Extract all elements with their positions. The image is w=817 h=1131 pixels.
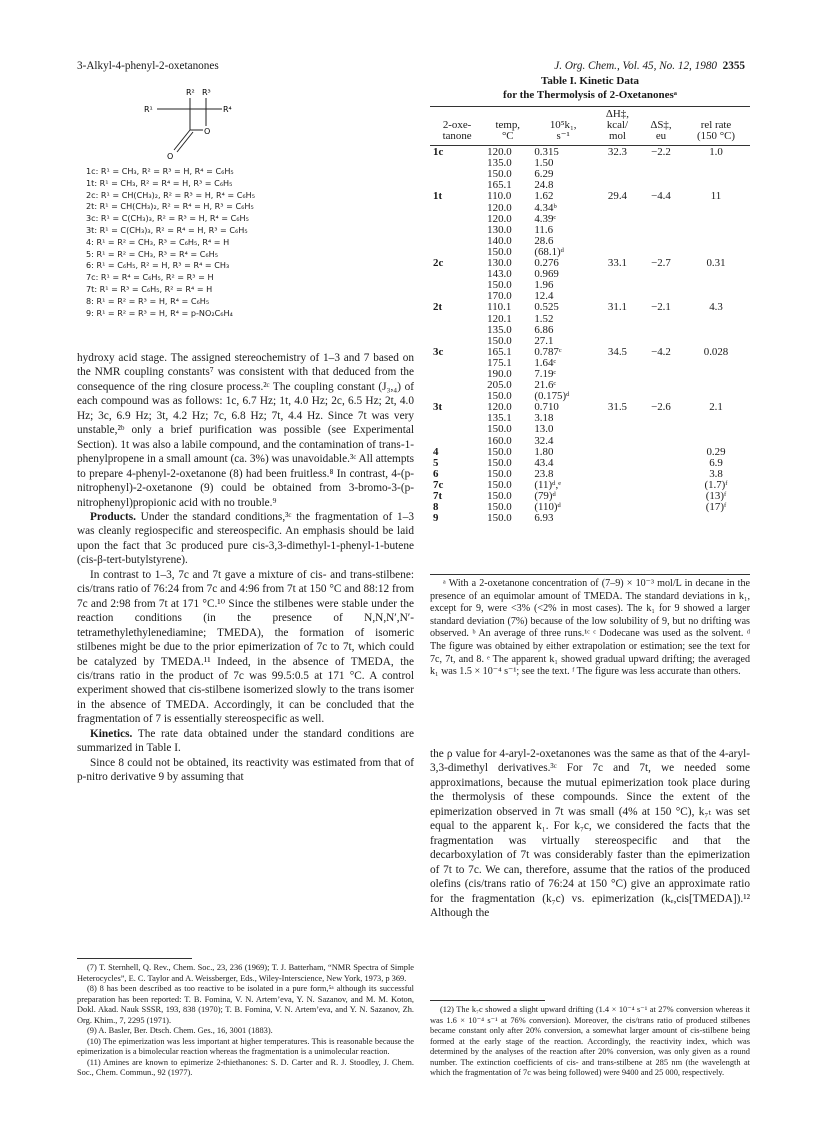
table-bottom-rule [430,574,750,575]
compound-cell: 7c [433,478,444,491]
compound-cell: 6 [433,467,439,480]
temp-cell: 150.0 [487,390,512,403]
kinetic-data-table [430,109,750,524]
rel-rate-cell [682,169,750,180]
compound-def: 7t: R¹ = R³ = C₆H₅, R² = R⁴ = H [86,283,213,294]
compound-def: 3c: R¹ = C(CH₃)₃, R² = R³ = H, R⁴ = C₆H₅ [86,213,249,224]
compound-cell [430,314,484,325]
enthalpy-cell [595,424,640,435]
rel-rate-cell: (17)ᶠ [705,501,727,514]
entropy-cell [640,469,682,480]
carbonyl-oxygen-label: O [167,152,174,161]
rate-constant-cell: 0.525 [534,301,559,314]
entropy-cell [640,491,682,502]
rate-constant-cell: 6.29 [534,168,554,181]
enthalpy-cell [595,214,640,225]
table-row [430,225,750,236]
table-row [430,502,750,513]
temp-cell: 165.1 [487,345,512,358]
enthalpy-cell: 31.5 [607,401,627,414]
entropy-cell: −2.6 [651,401,671,414]
compound-cell [430,225,484,236]
temp-cell: 120.0 [487,201,512,214]
table-row [430,402,750,413]
rel-rate-cell [682,436,750,447]
table-header-row [430,109,750,145]
compound-cell [430,358,484,369]
table-row [430,424,750,435]
footnote: (8) 8 has been described as too reactive to be isolated in a pure form,⁵ᵃ although its successful preparation has been reported: T. B. Fomina, V. N. Artem’eva, Y. N. Sazanov, and M. M. Koton, Dokl. Akad. Nauk SSSR, 193, 838 (1970); T. B. Fomina, V. N. Artem’eva, and Y. N. Sazanov, Zh. Org. Khim., 7, 2295 (1971). [77,984,414,1025]
compound-cell: 2c [433,257,444,270]
temp-cell: 135.1 [487,412,512,425]
enthalpy-cell [595,203,640,214]
table-row [430,247,750,258]
rel-rate-cell: 2.1 [709,401,723,414]
table-row [430,214,750,225]
table-row [430,147,750,158]
entropy-cell [640,225,682,236]
entropy-cell [640,236,682,247]
entropy-cell [640,158,682,169]
entropy-cell [640,480,682,491]
temp-cell: 120.0 [487,401,512,414]
enthalpy-cell: 33.1 [607,257,627,270]
temp-cell: 120.0 [487,212,512,225]
rate-constant-cell: 43.4 [534,456,554,469]
rate-constant-cell: 7.19ᶜ [534,367,557,380]
enthalpy-cell [595,280,640,291]
compound-cell [430,214,484,225]
temp-cell: 140.0 [487,234,512,247]
table-row [430,191,750,202]
paragraph-products: Products. Under the standard conditions,³ᶜ the fragmentation of 1–3 was cleanly regiospecific and stereospecific. An emphasis should be laid upon the fact that 3c produced pure cis-3,3-dimethyl-1-phenyl-1-butene (cis-β-tert-butylstyrene). [77,510,414,567]
compound-cell: 7t [433,490,443,503]
entropy-cell [640,436,682,447]
entropy-cell [640,424,682,435]
table-row [430,458,750,469]
table-row [430,158,750,169]
rel-rate-cell: 0.028 [703,345,729,358]
rate-constant-cell: (0.175)ᵈ [534,390,570,403]
rate-constant-cell: 6.86 [534,323,554,336]
compound-cell [430,169,484,180]
rate-constant-cell: 1.50 [534,157,554,170]
temp-cell: 150.0 [487,478,512,491]
temp-cell: 150.0 [487,467,512,480]
rate-constant-cell: 27.1 [534,334,554,347]
enthalpy-cell [595,380,640,391]
temp-cell: 150.0 [487,168,512,181]
rate-constant-cell: 13.0 [534,423,554,436]
column-header: 2-oxe- tanone [442,119,472,143]
compound-def: 5: R¹ = R² = CH₃, R³ = R⁴ = C₆H₅ [86,248,218,259]
compound-def: 8: R¹ = R² = R³ = H, R⁴ = C₆H₅ [86,295,210,306]
entropy-cell [640,502,682,513]
enthalpy-cell: 32.3 [607,146,627,159]
temp-cell: 150.0 [487,423,512,436]
enthalpy-cell [595,513,640,524]
rate-constant-cell: 0.969 [534,268,559,281]
rate-constant-cell: 1.96 [534,279,554,292]
compound-cell: 3t [433,401,443,414]
temp-cell: 135.0 [487,157,512,170]
rel-rate-cell [682,203,750,214]
enthalpy-cell [595,413,640,424]
temp-cell: 165.1 [487,179,512,192]
rate-constant-cell: 6.93 [534,512,554,525]
temp-cell: 143.0 [487,268,512,281]
enthalpy-cell [595,369,640,380]
rel-rate-cell [682,513,750,524]
rate-constant-cell: 1.62 [534,190,554,203]
table-row [430,280,750,291]
rel-rate-cell [682,380,750,391]
enthalpy-cell [595,325,640,336]
entropy-cell [640,513,682,524]
rel-rate-cell: 0.29 [706,445,726,458]
compound-cell [430,380,484,391]
entropy-cell [640,447,682,458]
compound-def: 4: R¹ = R² = CH₃, R³ = C₆H₅, R⁴ = H [86,236,230,247]
table-row [430,413,750,424]
rate-constant-cell: 28.6 [534,234,554,247]
left-column-body [77,351,414,785]
entropy-cell: −4.2 [651,345,671,358]
temp-cell: 130.0 [487,257,512,270]
rate-constant-cell: 3.18 [534,412,554,425]
compound-cell [430,369,484,380]
footnote: (10) The epimerization was less important at higher temperatures. This is reasonable because the epimerization is a bimolecular reaction whereas the fragmentation is a unimolecular reaction. [77,1036,414,1056]
compound-def: 3t: R¹ = C(CH₃)₃, R² = R⁴ = H, R³ = C₆H₅ [86,224,248,235]
table-row [430,391,750,402]
rel-rate-cell: (1.7)ᶠ [704,478,728,491]
compound-def: 2c: R¹ = CH(CH₃)₂, R² = R³ = H, R⁴ = C₆H₅ [86,189,255,200]
enthalpy-cell [595,314,640,325]
entropy-cell [640,380,682,391]
rel-rate-cell [682,158,750,169]
compound-cell: 3c [433,345,444,358]
rate-constant-cell: (68.1)ᵈ [534,245,565,258]
ring-bonds [157,98,222,152]
temp-cell: 175.1 [487,356,512,369]
rate-constant-cell: 0.315 [534,146,559,159]
entropy-cell [640,203,682,214]
rate-constant-cell: (110)ᵈ [534,501,561,514]
enthalpy-cell [595,458,640,469]
enthalpy-cell [595,469,640,480]
temp-cell: 130.0 [487,223,512,236]
column-header: rel rate (150 °C) [697,119,735,143]
compound-cell [430,325,484,336]
journal-citation [554,60,745,72]
compound-cell [430,436,484,447]
compound-cell [430,269,484,280]
paragraph: the ρ value for 4-aryl-2-oxetanones was the same as that of the 4-aryl-3,3-dimethyl derivatives.³ᶜ For 7c and 7t, we needed some approximations, because the mutual epimerization took place during the thermolysis of these compounds. Since the extent of the epimerization observed in 7t was small (4% at 150 °C), k₇ₜ was set equal to the apparent k₁. For k₇c, we considered the facts that the fragmentation was virtually stereospecific and that the decarboxylation of 7t was considerably faster than the epimerization of 7t to 7c. We can, therefore, assume that the ratios of the produced olefins (cis/trans ratio of 76:24 at 150 °C) give an approximate ratio for the fragmentation (k₇c) vs. epimerization (kₑ,cis[TMEDA]).¹² Although the [430,748,750,919]
ring-oxygen-label: O [204,127,211,136]
table-row [430,236,750,247]
rate-constant-cell: 23.8 [534,467,554,480]
entropy-cell [640,358,682,369]
table-row [430,469,750,480]
enthalpy-cell [595,436,640,447]
rel-rate-cell [682,325,750,336]
footnote: (12) The k₇c showed a slight upward drifting (1.4 × 10⁻⁴ s⁻¹ at 27% conversion whereas it was 1.6 × 10⁻⁴ s⁻¹ at 76% conversion). Moreover, the cis/trans ratio of produced stilbenes became constant only after 20% conversion, a somewhat larger amount of cis-stilbene being formed at the early stage of the reaction. Accordingly, the reactivity index, which was determined by the analyses of the reaction after 20% conversion, was only given as a round number. The extinction coefficients of cis- and trans-stilbene at 285 nm (the wavelength at which the fragmentation of 7c was being followed) were 9400 and 25 000, respectively. [430,1005,750,1077]
entropy-cell [640,369,682,380]
compound-cell: 1t [433,190,443,203]
compound-cell [430,413,484,424]
enthalpy-cell: 29.4 [607,190,627,203]
section-heading: Products. [90,510,136,523]
enthalpy-cell [595,447,640,458]
rel-rate-cell [682,369,750,380]
column-header: 10⁵k₁, s⁻¹ [549,119,577,143]
entropy-cell: −2.2 [651,146,671,159]
enthalpy-cell [595,236,640,247]
paragraph: hydroxy acid stage. The assigned stereochemistry of 1–3 and 7 based on the NMR coupling constants⁷ was consistent with that deduced from the consequence of the ring closure process.²ᶜ The coupling constant (J₃,₄) of each compound was as follows: 1c, 6.7 Hz; 1t, 4.0 Hz; 2c, 6.5 Hz; 2t, 4.0 Hz; 3c, 6.9 Hz; 3t, 4.2 Hz; 7c, 6.8 Hz; 7t, 4.4 Hz. Since 7t was very unstable,²ᵇ only a brief purification was possible (see Experimental Section). 1t was also a labile compound, and the contamination of trans-1-phenylpropene in a small amount (ca. 3%) was unavoidable.³ᶜ All attempts to prepare 4-phenyl-2-oxetanone (8) had been fruitless.⁸ In contrast, 4-(p-nitrophenyl)-2-oxetanone (9) could be obtained from 3-bromo-3-(p-nitrophenyl)propionic acid with no trouble.⁹ [77,352,414,509]
rate-constant-cell: 0.276 [534,257,559,270]
temp-cell: 110.0 [487,190,512,203]
table-row [430,203,750,214]
enthalpy-cell [595,491,640,502]
kinetic-table-wrap [430,109,750,524]
temp-cell: 170.0 [487,290,512,303]
rel-rate-cell: 1.0 [709,146,723,159]
section-heading: Kinetics. [90,727,133,740]
compound-cell: 9 [433,512,439,525]
footnote-rule [430,1000,545,1001]
enthalpy-cell: 34.5 [607,345,627,358]
rate-constant-cell: 21.6ᶜ [534,379,557,392]
compound-cell: 1c [433,146,444,159]
temp-cell: 135.0 [487,323,512,336]
enthalpy-cell [595,480,640,491]
table-row [430,513,750,524]
temp-cell: 190.0 [487,367,512,380]
rel-rate-cell: 0.31 [706,257,726,270]
compound-definitions [86,166,255,319]
rate-constant-cell: 11.6 [534,223,554,236]
entropy-cell [640,413,682,424]
enthalpy-cell: 31.1 [607,301,627,314]
compound-cell: 2t [433,301,443,314]
temp-cell: 160.0 [487,434,512,447]
temp-cell: 205.0 [487,379,512,392]
compound-cell: 8 [433,501,439,514]
temp-cell: 110.1 [487,301,512,314]
compound-def: 6: R¹ = C₆H₅, R² = H, R³ = R⁴ = CH₃ [86,260,230,271]
table-row [430,369,750,380]
rate-constant-cell: 32.4 [534,434,554,447]
compound-cell [430,280,484,291]
temp-cell: 150.0 [487,512,512,525]
temp-cell: 150.0 [487,334,512,347]
temp-cell: 150.0 [487,501,512,514]
entropy-cell [640,280,682,291]
compound-cell [430,424,484,435]
enthalpy-cell [595,358,640,369]
entropy-cell [640,458,682,469]
r3-label: R³ [202,88,211,97]
r2-label: R² [186,88,195,97]
enthalpy-cell [595,502,640,513]
table-row [430,447,750,458]
rate-constant-cell: 1.52 [534,312,554,325]
table-row [430,347,750,358]
rel-rate-cell: 4.3 [709,301,723,314]
compound-def: 2t: R¹ = CH(CH₃)₂, R² = R⁴ = H, R³ = C₆H₅ [86,201,254,212]
rate-constant-cell: 4.34ᵇ [534,201,557,214]
rel-rate-cell [682,424,750,435]
compound-cell: 5 [433,456,439,469]
running-title: 3-Alkyl-4-phenyl-2-oxetanones [77,60,219,72]
rel-rate-cell [682,225,750,236]
rate-constant-cell: (79)ᵈ [534,490,556,503]
enthalpy-cell [595,225,640,236]
compound-cell: 4 [433,445,439,458]
temp-cell: 150.0 [487,445,512,458]
footnote: (9) A. Basler, Ber. Dtsch. Chem. Ges., 16, 3001 (1883). [87,1026,273,1035]
table-row [430,325,750,336]
entropy-cell: −2.1 [651,301,671,314]
entropy-cell: −4.4 [651,190,671,203]
paragraph: Since 8 could not be obtained, its reactivity was estimated from that of p-nitro derivative 9 by assuming that [77,756,414,784]
right-footnotes [430,1005,750,1079]
table-title-line: for the Thermolysis of 2-Oxetanonesᵃ [503,88,677,101]
rate-constant-cell: 0.710 [534,401,559,414]
table-row [430,491,750,502]
table-row [430,380,750,391]
table-title-line: Table I. Kinetic Data [541,75,639,87]
temp-cell: 150.0 [487,456,512,469]
rel-rate-cell [682,269,750,280]
entropy-cell [640,269,682,280]
table-row [430,480,750,491]
table-top-rule [430,106,750,107]
footnote: (7) T. Sternhell, Q. Rev., Chem. Soc., 23, 236 (1969); T. J. Batterham, “NMR Spectra of Simple Heterocycles”, E. C. Taylor and A. Weissberger, Eds., Wiley-Interscience, New York, 1973, p 369. [77,963,414,983]
rel-rate-cell [682,314,750,325]
compound-def: 7c: R¹ = R⁴ = C₆H₅, R² = R³ = H [86,272,214,283]
table-row [430,291,750,302]
enthalpy-cell [595,169,640,180]
right-column-body [430,747,750,920]
compound-def: 9: R¹ = R² = R³ = H, R⁴ = p-NO₂C₆H₄ [86,307,233,318]
rel-rate-cell: 11 [710,190,722,203]
temp-cell: 150.0 [487,490,512,503]
table-row [430,258,750,269]
rate-constant-cell: 12.4 [534,290,554,303]
rate-constant-cell: 1.64ᶜ [534,356,557,369]
left-footnotes [77,963,414,1079]
rate-constant-cell: 24.8 [534,179,554,192]
compound-cell [430,203,484,214]
column-header: ΔS‡, eu [650,119,672,143]
entropy-cell [640,169,682,180]
temp-cell: 120.1 [487,312,512,325]
r4-label: R⁴ [223,105,232,114]
table-row [430,180,750,191]
table-row [430,336,750,347]
table-row [430,314,750,325]
temp-cell: 150.0 [487,245,512,258]
paragraph: In contrast to 1–3, 7c and 7t gave a mixture of cis- and trans-stilbene: cis/trans ratio of 76:24 from 7c and 4:96 from 7t at 150 °C and 88:12 from 7c and 2:98 from 7t at 171 °C.¹⁰ Since the stilbenes were stable under the reaction conditions (in the presence of N,N,N′,N′-tetramethylethylenediamine; TMEDA), the formation of isomeric stilbenes might be due to the prior epimerization of 7c to 7t, which could be catalyzed by TMEDA.¹¹ Indeed, in the absence of TMEDA, the cis/trans ratio in the product of 7c was 99.5:0.5 at 171 °C. A control experiment showed that cis-stilbene isomerized slowly to the trans isomer in the absence of TMEDA. Accordingly, it can be concluded that the fragmentation of 7 is essentially stereospecific as well. [77,568,414,726]
page-number: 2355 [722,60,745,72]
entropy-cell [640,325,682,336]
footnote: (11) Amines are known to epimerize 2-thiethanones: S. D. Carter and R. J. Stoodley, J. Chem. Soc., Chem. Commun., 92 (1977). [77,1057,414,1077]
column-header: temp, °C [495,119,521,143]
rate-constant-cell: 0.787ᶜ [534,345,562,358]
enthalpy-cell [595,158,640,169]
rate-constant-cell: 4.39ᶜ [534,212,557,225]
journal-name: J. Org. Chem., Vol. 45, No. 12, 1980 [554,60,718,72]
rel-rate-cell: (13)ᶠ [705,490,727,503]
table-title [430,75,750,102]
entropy-cell [640,314,682,325]
compound-def: 1c: R¹ = CH₃, R² = R³ = H, R⁴ = C₆H₅ [86,166,234,176]
temp-cell: 120.0 [487,146,512,159]
rel-rate-cell [682,280,750,291]
enthalpy-cell [595,269,640,280]
rel-rate-cell [682,214,750,225]
rel-rate-cell [682,236,750,247]
temp-cell: 150.0 [487,279,512,292]
r1-label: R¹ [144,105,153,114]
table-row [430,358,750,369]
rel-rate-cell: 3.8 [709,467,723,480]
rel-rate-cell [682,413,750,424]
oxetanone-structure [140,84,250,164]
entropy-cell: −2.7 [651,257,671,270]
entropy-cell [640,214,682,225]
column-header: ΔH‡, kcal/ mol [605,108,629,143]
rate-constant-cell: (11)ᵈ,ᵉ [534,478,562,491]
rel-rate-cell [682,358,750,369]
compound-cell [430,236,484,247]
table-row [430,169,750,180]
paragraph-kinetics: Kinetics. The rate data obtained under the standard conditions are summarized in Table I. [77,727,414,755]
table-row [430,302,750,313]
compound-cell [430,158,484,169]
footnote-rule [77,958,192,959]
table-row [430,269,750,280]
table-footnotes: ᵃ With a 2-oxetanone concentration of (7–9) × 10⁻³ mol/L in decane in the presence of an equimolar amount of TMEDA. The standard deviations in k₁, except for 9, were <3% (<2% in most cases). The k₁ for 9 showed a larger standard deviation (7%) because of the low solubility of 9, but no drifting was observed. ᵇ An average of three runs.¹ᶜ ᶜ Dodecane was used as the solvent. ᵈ The figure was obtained by either extrapolation or estimation; see the text for 7c, 7t, and 8. ᵉ The apparent k₁ showed gradual upward drifting; the averaged k₁ was 1.5 × 10⁻⁴ s⁻¹; see the text. ᶠ The figure was less accurate than others. [430,578,750,678]
table-notes [430,578,750,679]
compound-def: 1t: R¹ = CH₃, R² = R⁴ = H, R³ = C₆H₅ [86,177,233,188]
table-row [430,436,750,447]
rel-rate-cell: 6.9 [709,456,723,469]
rate-constant-cell: 1.80 [534,445,554,458]
